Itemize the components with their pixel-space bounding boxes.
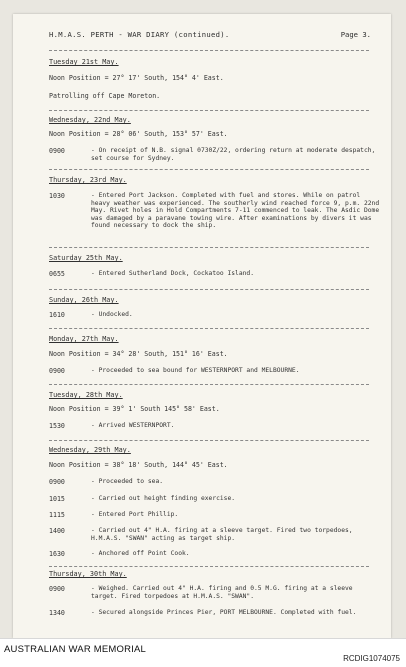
entry-date: Monday, 27th May. — [49, 335, 119, 343]
row-time: Noon Position — [49, 130, 101, 138]
row-time: 1340 — [49, 609, 65, 617]
row-text: - Proceeded to sea bound for WESTERNPORT and MELBOURNE. — [91, 367, 300, 374]
row-time: Noon Position — [49, 74, 101, 82]
row-time: Noon Position — [49, 461, 101, 469]
document-page — [13, 14, 391, 638]
row-text: - Proceeded to sea. — [91, 478, 164, 485]
noon-position — [49, 350, 228, 358]
row-text: - Entered Sutherland Dock, Cockatoo Island. — [91, 270, 255, 277]
entry-date: Tuesday 21st May. — [49, 58, 119, 66]
row-text: - Entered Port Jackson. Completed with fuel and stores. While on patrol heavy weather was experienced. The southerly wind reached force 9, p.m. 22nd May. Rivet holes in Hold Compartments 7-11 commenced to leak. The Asdic Dome was damaged by a paravane towing wire. After examinations by divers it was found necessary to dock the ship. — [91, 192, 380, 230]
row-time: 0900 — [49, 478, 65, 486]
entry-date: Wednesday, 22nd May. — [49, 116, 131, 124]
row-time: 1610 — [49, 311, 65, 319]
entry-date: Wednesday, 29th May. — [49, 446, 131, 454]
entry-date: Tuesday, 28th May. — [49, 391, 123, 399]
row-time: 1030 — [49, 192, 65, 200]
entry-divider — [49, 169, 369, 170]
entry-divider — [49, 247, 369, 248]
row-time: 1530 — [49, 422, 65, 430]
entry-date: Saturday 25th May. — [49, 254, 123, 262]
noon-position — [49, 74, 224, 82]
row-time: Noon Position — [49, 405, 101, 413]
entry-date: Thursday, 30th May. — [49, 570, 127, 578]
row-text: = 39° 1' South 145° 58' East. — [104, 405, 220, 413]
entry-divider — [49, 50, 369, 51]
entry-divider — [49, 440, 369, 441]
entry-divider — [49, 328, 369, 329]
row-time: 1400 — [49, 527, 65, 535]
page-number: Page 3. — [340, 30, 371, 39]
entry-date: Thursday, 23rd May. — [49, 176, 127, 184]
noon-position — [49, 461, 228, 469]
entry-divider — [49, 566, 369, 567]
record-id: RCDIG1074075 — [343, 654, 400, 663]
row-text: - Entered Port Phillip. — [91, 511, 179, 518]
page-header — [49, 30, 371, 42]
noon-position — [49, 405, 220, 413]
row-time: Noon Position — [49, 350, 101, 358]
entry-divider — [49, 384, 369, 385]
row-text: - On receipt of N.B. signal 0730Z/22, ordering return at moderate despatch, set course for Sydney. — [91, 147, 376, 162]
row-time: 1630 — [49, 550, 65, 558]
row-time: 1015 — [49, 495, 65, 503]
row-time: 0900 — [49, 147, 65, 155]
row-text: = 34° 28' South, 151° 16' East. — [104, 350, 228, 358]
row-time: 0900 — [49, 585, 65, 593]
row-time: 0900 — [49, 367, 65, 375]
row-time: 1115 — [49, 511, 65, 519]
archive-footer — [0, 638, 406, 667]
row-text: Patrolling off Cape Moreton. — [49, 92, 161, 100]
entry-divider — [49, 110, 369, 111]
row-text: - Carried out 4" H.A. firing at a sleeve target. Fired two torpedoes, H.M.A.S. "SWAN" acting as target ship. — [91, 527, 353, 542]
noon-position — [49, 130, 228, 138]
row-text: - Secured alongside Princes Pier, PORT MELBOURNE. Completed with fuel. — [91, 609, 357, 616]
row-text: = 27° 17' South, 154° 4' East. — [104, 74, 224, 82]
row-text: - Arrived WESTERNPORT. — [91, 422, 175, 429]
row-text: - Undocked. — [91, 311, 133, 318]
row-text: - Anchored off Point Cook. — [91, 550, 190, 557]
diary-title: H.M.A.S. PERTH - WAR DIARY (continued). — [49, 30, 230, 39]
row-text: - Carried out height finding exercise. — [91, 495, 236, 502]
row-time: 0655 — [49, 270, 65, 278]
row-text: = 28° 06' South, 153° 57' East. — [104, 130, 228, 138]
entry-divider — [49, 289, 369, 290]
entry-date: Sunday, 26th May. — [49, 296, 119, 304]
row-text: - Weighed. Carried out 4" H.A. firing and 0.5 M.G. firing at a sleeve target. Fired torpedoes at H.M.A.S. "SWAN". — [91, 585, 353, 600]
archive-name: AUSTRALIAN WAR MEMORIAL — [4, 644, 147, 655]
row-text: = 38° 18' South, 144° 45' East. — [104, 461, 228, 469]
